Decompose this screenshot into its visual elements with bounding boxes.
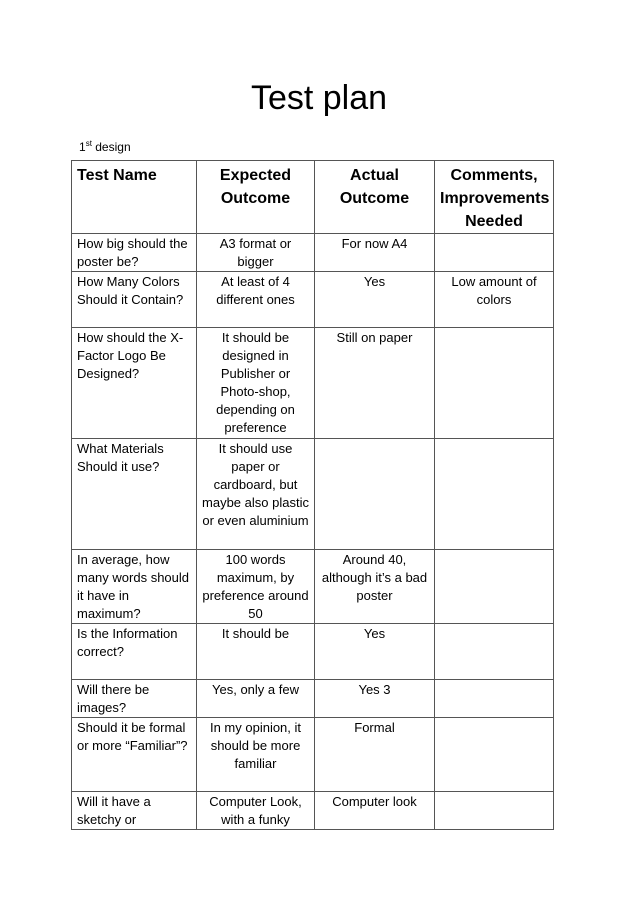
cell-actual-outcome: Around 40, although it’s a bad poster bbox=[315, 550, 435, 624]
cell-comments bbox=[435, 550, 554, 624]
page-title: Test plan bbox=[250, 79, 388, 117]
header-test-name: Test Name bbox=[72, 161, 197, 234]
table-row bbox=[72, 328, 554, 439]
cell-comments bbox=[435, 792, 554, 830]
cell-test-name: Is the Information correct? bbox=[72, 624, 197, 680]
table-row bbox=[72, 550, 554, 624]
cell-actual-outcome: Yes bbox=[315, 624, 435, 680]
header-actual-outcome: Actual Outcome bbox=[315, 161, 435, 234]
design-label bbox=[79, 136, 131, 155]
cell-test-name: How big should the poster be? bbox=[72, 234, 197, 272]
cell-actual-outcome: Formal bbox=[315, 718, 435, 792]
cell-test-name: What Materials Should it use? bbox=[72, 439, 197, 550]
cell-actual-outcome: For now A4 bbox=[315, 234, 435, 272]
cell-comments bbox=[435, 439, 554, 550]
table-row bbox=[72, 792, 554, 830]
cell-expected-outcome: 100 words maximum, by preference around 50 bbox=[197, 550, 315, 624]
test-plan-table bbox=[71, 160, 554, 830]
cell-expected-outcome: At least of 4 different ones bbox=[197, 272, 315, 328]
cell-expected-outcome: It should be bbox=[197, 624, 315, 680]
cell-expected-outcome: It should use paper or cardboard, but maybe also plastic or even aluminium bbox=[197, 439, 315, 550]
design-number: 1 bbox=[79, 140, 86, 154]
table-row bbox=[72, 718, 554, 792]
table-row bbox=[72, 439, 554, 550]
cell-comments bbox=[435, 718, 554, 792]
cell-test-name: How Many Colors Should it Contain? bbox=[72, 272, 197, 328]
cell-comments bbox=[435, 234, 554, 272]
design-text: design bbox=[91, 140, 131, 154]
cell-expected-outcome: In my opinion, it should be more familiar bbox=[197, 718, 315, 792]
table-header-row bbox=[72, 161, 554, 234]
cell-comments bbox=[435, 328, 554, 439]
cell-actual-outcome bbox=[315, 439, 435, 550]
table-row bbox=[72, 272, 554, 328]
cell-test-name: In average, how many words should it have in maximum? bbox=[72, 550, 197, 624]
cell-comments bbox=[435, 680, 554, 718]
cell-expected-outcome: Yes, only a few bbox=[197, 680, 315, 718]
cell-expected-outcome: A3 format or bigger bbox=[197, 234, 315, 272]
cell-actual-outcome: Yes 3 bbox=[315, 680, 435, 718]
cell-test-name: Will there be images? bbox=[72, 680, 197, 718]
cell-test-name: How should the X-Factor Logo Be Designed? bbox=[72, 328, 197, 439]
table-row bbox=[72, 680, 554, 718]
cell-test-name: Will it have a sketchy or bbox=[72, 792, 197, 830]
cell-expected-outcome: It should be designed in Publisher or Photo-shop, depending on preference bbox=[197, 328, 315, 439]
cell-comments bbox=[435, 624, 554, 680]
cell-test-name: Should it be formal or more “Familiar”? bbox=[72, 718, 197, 792]
cell-actual-outcome: Still on paper bbox=[315, 328, 435, 439]
design-ordinal-suffix: st bbox=[85, 139, 92, 148]
header-comments: Comments, Improvements Needed bbox=[435, 161, 554, 234]
cell-expected-outcome: Computer Look, with a funky bbox=[197, 792, 315, 830]
header-expected-outcome: Expected Outcome bbox=[197, 161, 315, 234]
cell-actual-outcome: Computer look bbox=[315, 792, 435, 830]
table-row bbox=[72, 234, 554, 272]
table-row bbox=[72, 624, 554, 680]
cell-actual-outcome: Yes bbox=[315, 272, 435, 328]
cell-comments: Low amount of colors bbox=[435, 272, 554, 328]
